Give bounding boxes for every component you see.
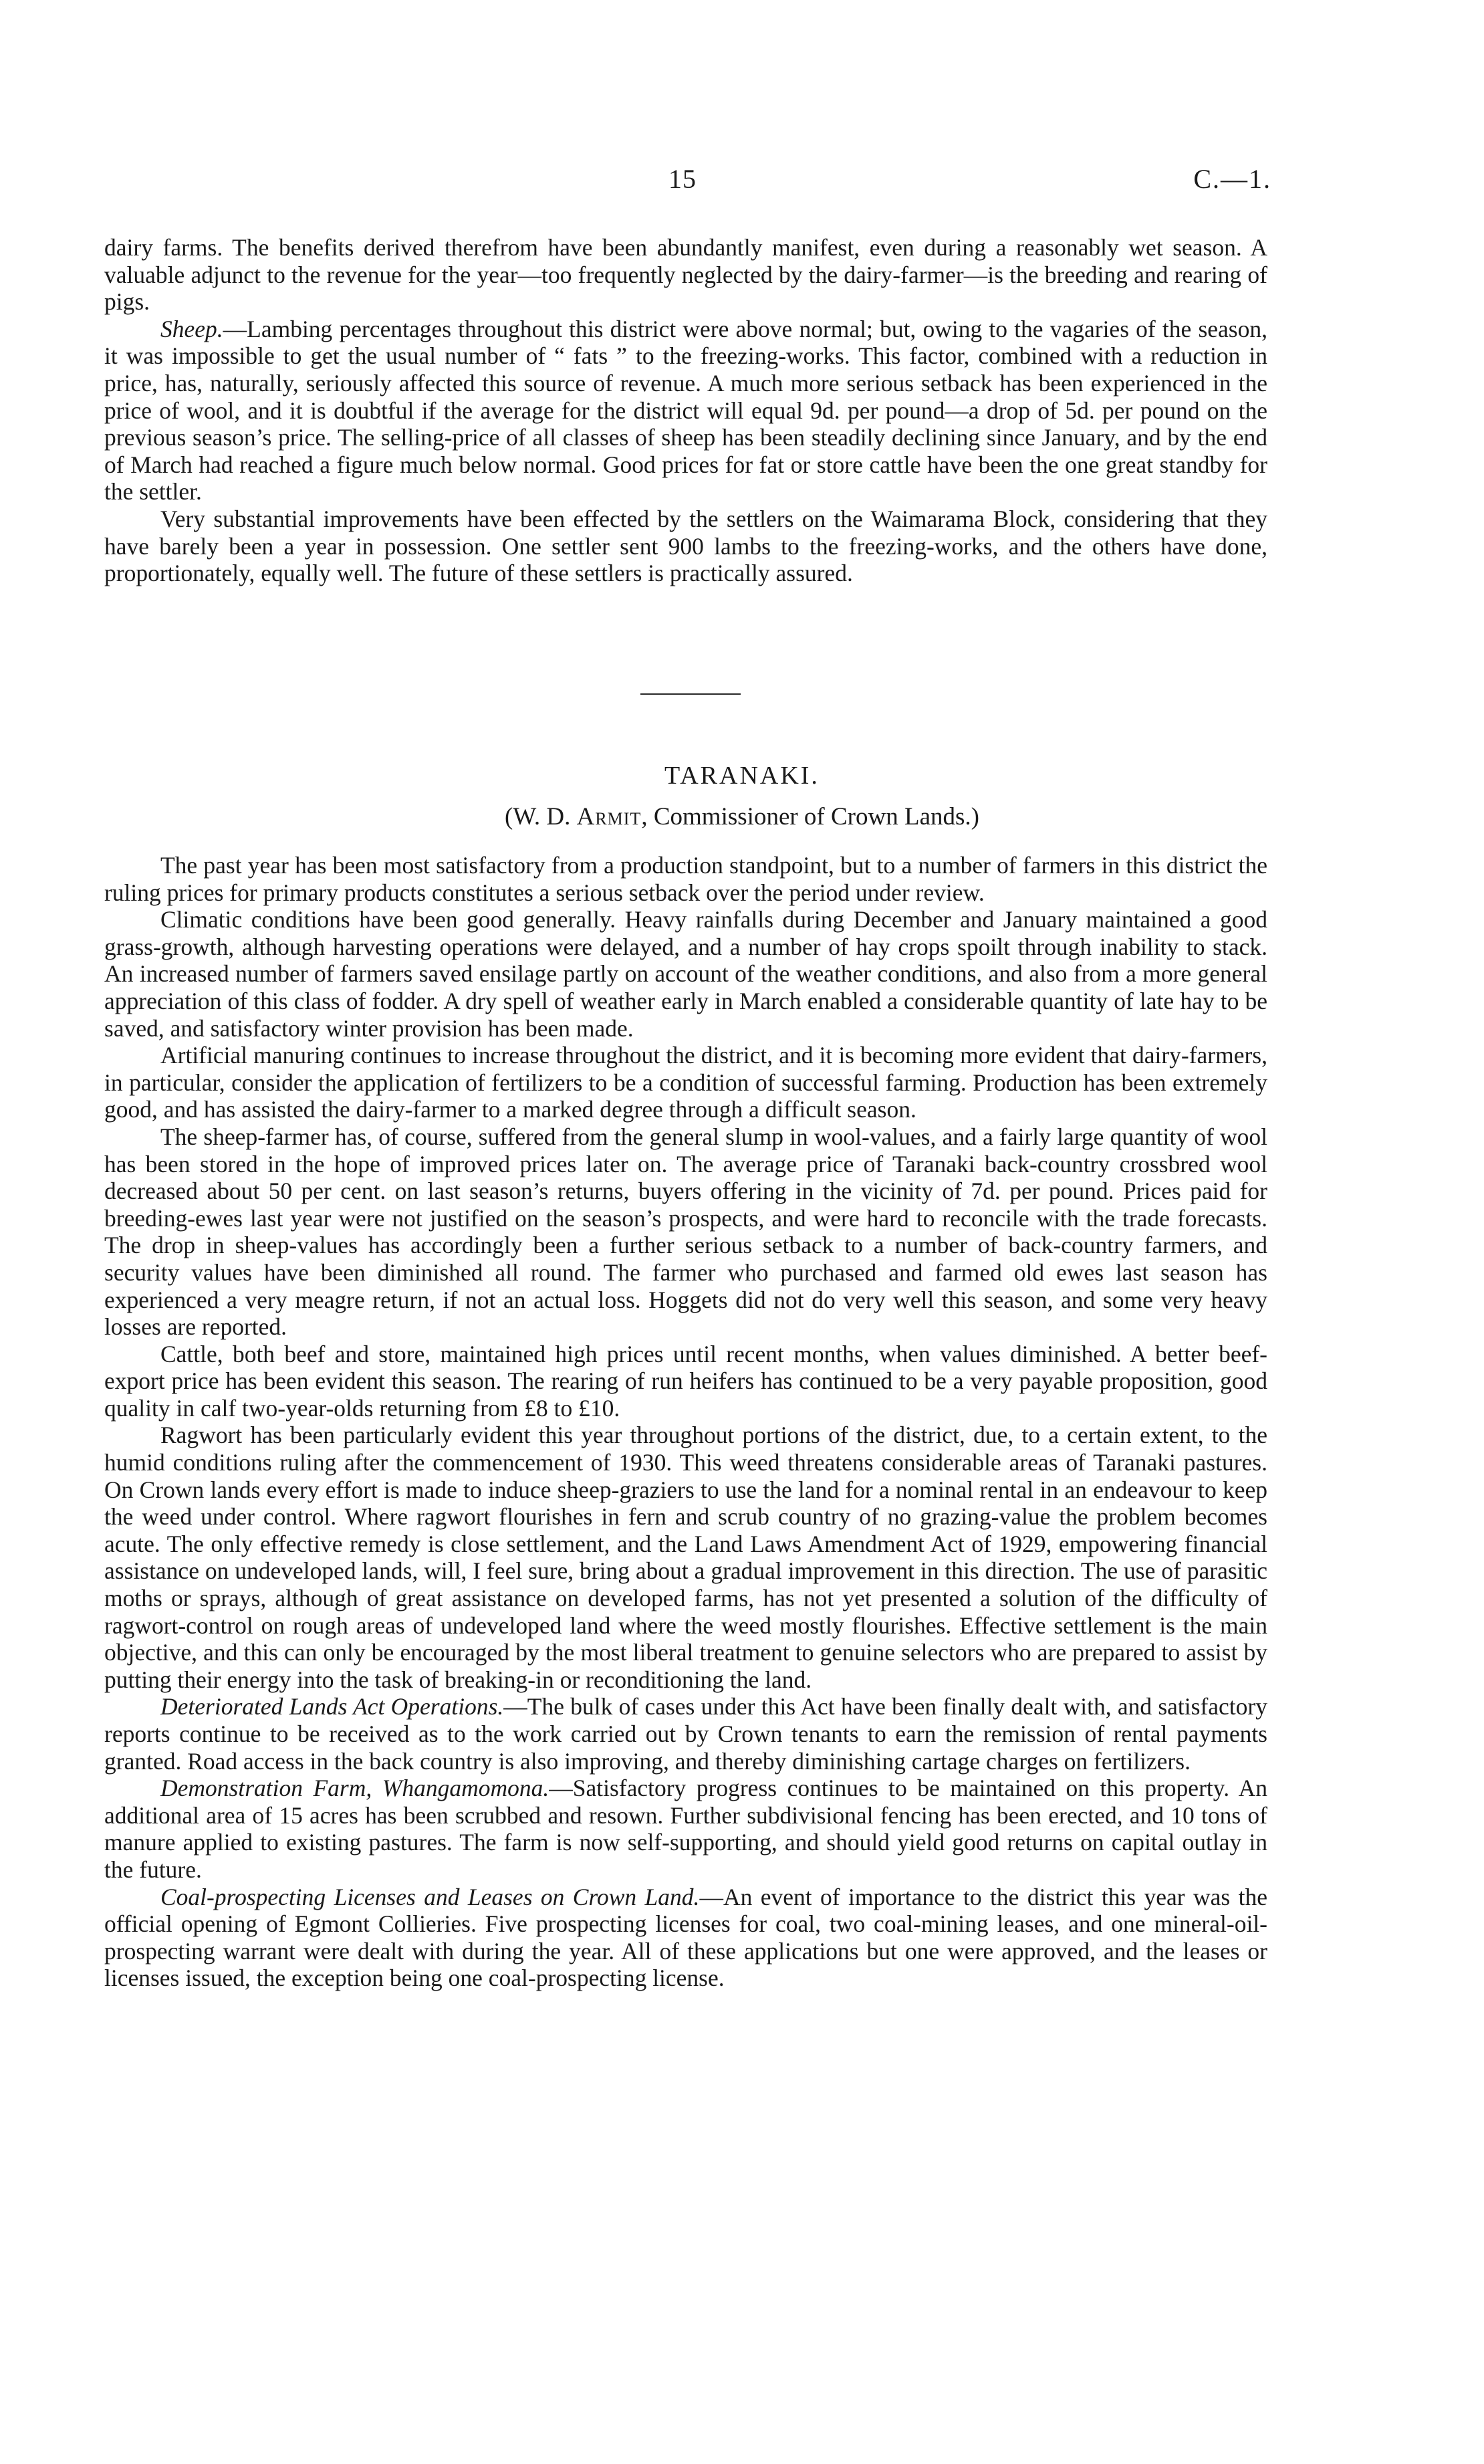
paragraph-lead-deteriorated-lands: Deteriorated Lands Act Operations. bbox=[160, 1693, 504, 1720]
paragraph-waimarama-block: Very substantial improvements have been effected by the settlers on the Waimarama Block, considering that they have barely been a year in possession. One settler sent 900 lambs to the freezing-works, and the others have done, proportionately, equally well. The future of these settlers is practically assured. bbox=[104, 505, 1267, 587]
paragraph-sheep bbox=[104, 316, 1267, 506]
subtitle-open: (W. D. bbox=[505, 803, 577, 830]
section-divider-rule bbox=[640, 693, 741, 695]
document-code: C.—1. bbox=[1193, 164, 1271, 194]
taranaki-section-text bbox=[104, 852, 1267, 1992]
paragraph-deteriorated-lands bbox=[104, 1693, 1267, 1775]
paragraph-lead-coal-prospecting: Coal-prospecting Licenses and Leases on Crown Land. bbox=[160, 1883, 700, 1910]
paragraph-coal-prospecting-body: —An event of importance to the district this year was the official opening of Egmont Collieries. Five prospecting licenses for coal, two coal-mining leases, and one mineral-oil-prospecting warrant were dealt with during the year. All of these applications but one were approved, and the leases or licenses issued, the exception being one coal-prospecting license. bbox=[104, 1883, 1267, 1992]
subtitle-close: , Commissioner of Crown Lands.) bbox=[641, 803, 979, 830]
paragraph-dairy-farms: dairy farms. The benefits derived therefrom have been abundantly manifest, even during a reasonably wet season. A valuable adjunct to the revenue for the year—too frequently neglected by the dairy-farmer—is the breeding and rearing of pigs. bbox=[104, 234, 1267, 316]
paragraph-cattle: Cattle, both beef and store, maintained high prices until recent months, when values diminished. A better beef-export price has been evident this season. The rearing of run heifers has continued to be a very payable proposition, good quality in calf two-year-olds returning from £8 to £10. bbox=[104, 1340, 1267, 1422]
paragraph-sheep-farmer: The sheep-farmer has, of course, suffered from the general slump in wool-values, and a fairly large quantity of wool has been stored in the hope of improved prices later on. The average price of Taranaki back-country crossbred wool decreased about 50 per cent. on last season’s returns, buyers offering in the vicinity of 7d. per pound. Prices paid for breeding-ewes last year were not justified on the season’s prospects, and were hard to reconcile with the trade forecasts. The drop in sheep-values has accordingly been a further serious setback to a number of back-country farmers, and security values have been diminished all round. The farmer who purchased and farmed old ewes last season has experienced a very meagre return, if not an actual loss. Hoggets did not do very well this season, and some very heavy losses are reported. bbox=[104, 1123, 1267, 1341]
paragraph-demonstration-farm-body: —Satisfactory progress continues to be maintained on this property. An additional area of 15 acres has been scrubbed and resown. Further subdivisional fencing has been erected, and 10 tons of manure applied to existing pastures. The farm is now self-supporting, and should yield good returns on capital outlay in the future. bbox=[104, 1775, 1267, 1883]
paragraph-deteriorated-lands-body: —The bulk of cases under this Act have been finally dealt with, and satisfactory reports continue to be received as to the work carried out by Crown tenants to earn the remission of rental payments granted. Road access in the back country is also improving, and thereby diminishing cartage charges on fertilizers. bbox=[104, 1693, 1267, 1775]
paragraph-past-year: The past year has been most satisfactory from a production standpoint, but to a number of farmers in this district the ruling prices for primary products constitutes a serious setback over the period under review. bbox=[104, 852, 1267, 906]
previous-section-text bbox=[104, 234, 1267, 587]
paragraph-lead-sheep: Sheep. bbox=[160, 315, 223, 342]
paragraph-demonstration-farm bbox=[104, 1775, 1267, 1883]
section-subtitle bbox=[0, 802, 1484, 831]
page-header bbox=[0, 163, 1484, 203]
paragraph-coal-prospecting bbox=[104, 1884, 1267, 1992]
paragraph-ragwort: Ragwort has been particularly evident this year throughout portions of the district, due, to a certain extent, to the humid conditions ruling after the commencement of 1930. This weed threatens considerable areas of Taranaki pastures. On Crown lands every effort is made to induce sheep-graziers to use the land for a nominal rental in an endeavour to keep the weed under control. Where ragwort flourishes in fern and scrub country of no grazing-value the problem becomes acute. The only effective remedy is close settlement, and the Land Laws Amendment Act of 1929, empowering financial assistance on undeveloped lands, will, I feel sure, bring about a gradual improvement in this direction. The use of parasitic moths or sprays, although of great assistance on developed farms, has not yet presented a solution of the difficulty of ragwort-control on rough areas of undeveloped land where the weed mostly flourishes. Effective settlement is the main objective, and this can only be encouraged by the most liberal treatment to genuine selectors who are prepared to assist by putting their energy into the task of breaking-in or reconditioning the land. bbox=[104, 1422, 1267, 1693]
page-number: 15 bbox=[668, 164, 697, 194]
paragraph-lead-demonstration-farm: Demonstration Farm, Whangamomona. bbox=[160, 1775, 549, 1802]
paragraph-climatic-conditions: Climatic conditions have been good generally. Heavy rainfalls during December and January maintained a good grass-growth, although harvesting operations were delayed, and a number of hay crops spoilt through inability to stack. An increased number of farmers saved ensilage partly on account of the weather conditions, and also from a more general appreciation of this class of fodder. A dry spell of weather early in March enabled a considerable quantity of late hay to be saved, and satisfactory winter provision has been made. bbox=[104, 906, 1267, 1042]
commissioner-name: Armit bbox=[576, 803, 642, 830]
paragraph-artificial-manuring: Artificial manuring continues to increase throughout the district, and it is becoming more evident that dairy-farmers, in particular, consider the application of fertilizers to be a condition of successful farming. Production has been extremely good, and has assisted the dairy-farmer to a marked degree through a difficult season. bbox=[104, 1042, 1267, 1123]
section-title: TARANAKI. bbox=[664, 762, 820, 790]
paragraph-sheep-body: —Lambing percentages throughout this district were above normal; but, owing to the vagaries of the season, it was impossible to get the usual number of “ fats ” to the freezing-works. This factor, combined with a reduction in price, has, naturally, seriously affected this source of revenue. A much more serious setback has been experienced in the price of wool, and it is doubtful if the average for the district will equal 9d. per pound—a drop of 5d. per pound on the previous season’s price. The selling-price of all classes of sheep has been steadily declining since January, and by the end of March had reached a figure much below normal. Good prices for fat or store cattle have been the one great standby for the settler. bbox=[104, 315, 1267, 506]
